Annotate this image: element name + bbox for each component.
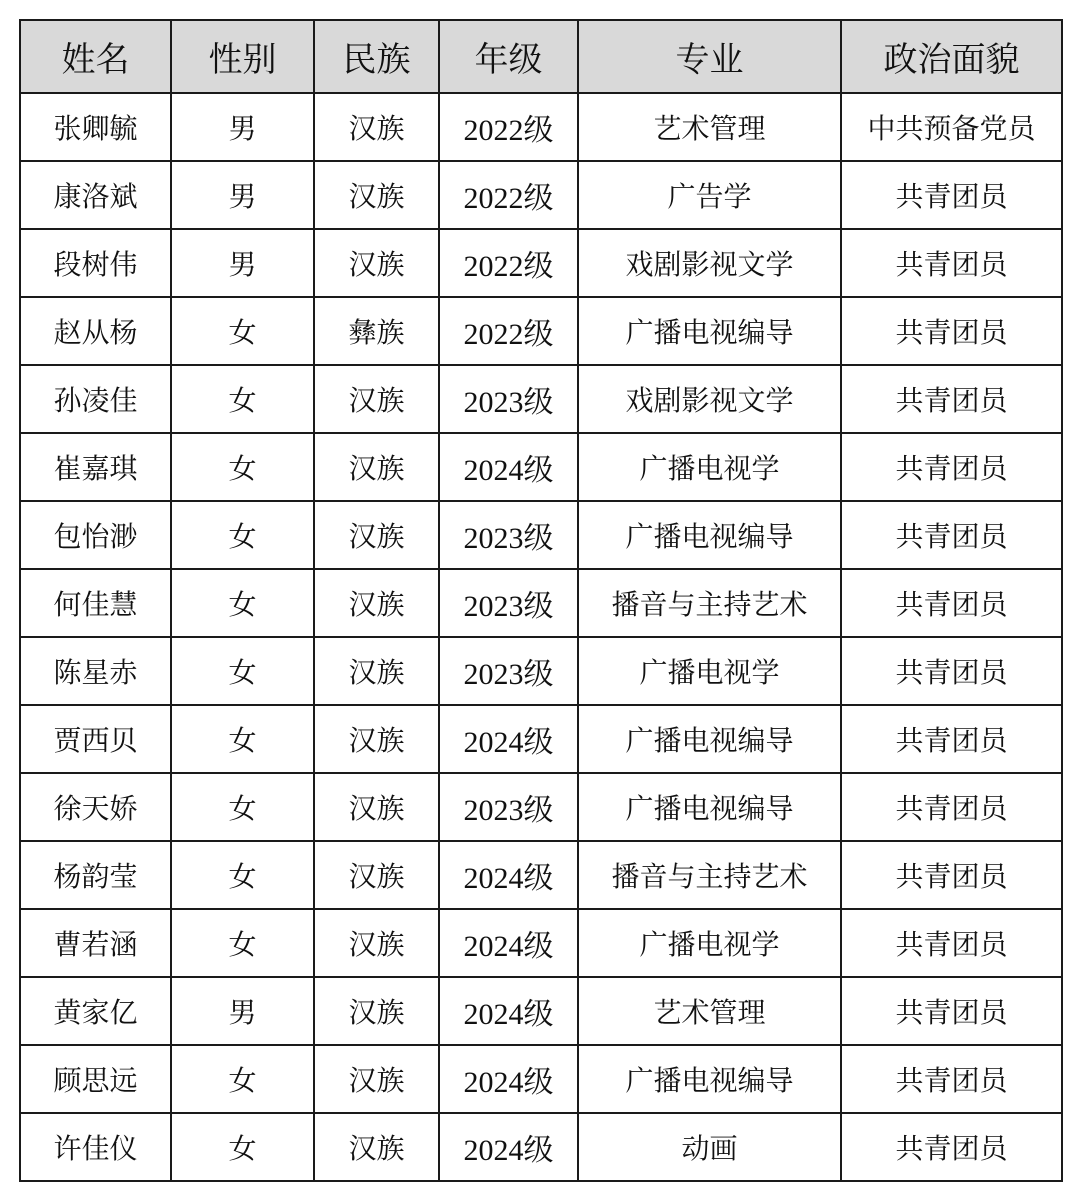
cell-gender: 女 — [171, 773, 314, 841]
cell-grade: 2024级 — [439, 705, 578, 773]
cell-political-status: 共青团员 — [841, 637, 1062, 705]
cell-gender: 男 — [171, 977, 314, 1045]
table-row — [20, 569, 1062, 637]
cell-grade: 2024级 — [439, 433, 578, 501]
cell-ethnicity: 汉族 — [314, 365, 439, 433]
cell-grade: 2022级 — [439, 297, 578, 365]
cell-political-status: 共青团员 — [841, 1045, 1062, 1113]
cell-gender: 女 — [171, 365, 314, 433]
cell-major: 广播电视学 — [578, 909, 841, 977]
cell-ethnicity: 汉族 — [314, 841, 439, 909]
cell-political-status: 共青团员 — [841, 1113, 1062, 1181]
cell-gender: 女 — [171, 909, 314, 977]
cell-major: 广播电视编导 — [578, 705, 841, 773]
cell-major: 艺术管理 — [578, 93, 841, 161]
cell-grade: 2022级 — [439, 229, 578, 297]
student-roster-table — [19, 19, 1063, 1182]
cell-political-status: 共青团员 — [841, 365, 1062, 433]
column-header-gender: 性别 — [171, 20, 314, 93]
cell-political-status: 共青团员 — [841, 909, 1062, 977]
cell-name: 何佳慧 — [20, 569, 171, 637]
cell-gender: 女 — [171, 569, 314, 637]
table-row — [20, 433, 1062, 501]
cell-name: 赵从杨 — [20, 297, 171, 365]
cell-name: 杨韵莹 — [20, 841, 171, 909]
cell-gender: 男 — [171, 229, 314, 297]
table-row — [20, 977, 1062, 1045]
cell-political-status: 中共预备党员 — [841, 93, 1062, 161]
cell-major: 动画 — [578, 1113, 841, 1181]
cell-gender: 女 — [171, 1113, 314, 1181]
cell-political-status: 共青团员 — [841, 705, 1062, 773]
cell-political-status: 共青团员 — [841, 977, 1062, 1045]
cell-major: 播音与主持艺术 — [578, 569, 841, 637]
table-row — [20, 841, 1062, 909]
cell-gender: 男 — [171, 161, 314, 229]
cell-ethnicity: 汉族 — [314, 909, 439, 977]
table-row — [20, 297, 1062, 365]
cell-name: 康洛斌 — [20, 161, 171, 229]
cell-political-status: 共青团员 — [841, 433, 1062, 501]
table-row — [20, 365, 1062, 433]
cell-political-status: 共青团员 — [841, 161, 1062, 229]
cell-name: 段树伟 — [20, 229, 171, 297]
cell-gender: 女 — [171, 297, 314, 365]
cell-gender: 女 — [171, 637, 314, 705]
table-row — [20, 773, 1062, 841]
cell-ethnicity: 汉族 — [314, 569, 439, 637]
cell-grade: 2023级 — [439, 637, 578, 705]
cell-ethnicity: 汉族 — [314, 433, 439, 501]
cell-name: 包怡渺 — [20, 501, 171, 569]
cell-major: 戏剧影视文学 — [578, 229, 841, 297]
table-row — [20, 1113, 1062, 1181]
cell-grade: 2024级 — [439, 841, 578, 909]
cell-grade: 2024级 — [439, 1113, 578, 1181]
cell-major: 广播电视编导 — [578, 297, 841, 365]
cell-political-status: 共青团员 — [841, 229, 1062, 297]
cell-political-status: 共青团员 — [841, 569, 1062, 637]
cell-political-status: 共青团员 — [841, 297, 1062, 365]
cell-name: 黄家亿 — [20, 977, 171, 1045]
cell-name: 孙凌佳 — [20, 365, 171, 433]
cell-major: 戏剧影视文学 — [578, 365, 841, 433]
cell-name: 陈星赤 — [20, 637, 171, 705]
cell-grade: 2022级 — [439, 93, 578, 161]
cell-major: 广播电视编导 — [578, 773, 841, 841]
cell-grade: 2024级 — [439, 1045, 578, 1113]
cell-political-status: 共青团员 — [841, 773, 1062, 841]
cell-ethnicity: 汉族 — [314, 1045, 439, 1113]
table-row — [20, 229, 1062, 297]
column-header-name: 姓名 — [20, 20, 171, 93]
cell-gender: 女 — [171, 705, 314, 773]
cell-major: 广播电视学 — [578, 433, 841, 501]
cell-gender: 女 — [171, 501, 314, 569]
cell-political-status: 共青团员 — [841, 501, 1062, 569]
table-row — [20, 705, 1062, 773]
cell-ethnicity: 汉族 — [314, 161, 439, 229]
cell-ethnicity: 汉族 — [314, 773, 439, 841]
cell-name: 贾西贝 — [20, 705, 171, 773]
cell-ethnicity: 汉族 — [314, 501, 439, 569]
cell-major: 广播电视编导 — [578, 1045, 841, 1113]
cell-grade: 2024级 — [439, 909, 578, 977]
cell-ethnicity: 汉族 — [314, 977, 439, 1045]
cell-name: 曹若涵 — [20, 909, 171, 977]
cell-gender: 男 — [171, 93, 314, 161]
cell-grade: 2023级 — [439, 365, 578, 433]
cell-ethnicity: 彝族 — [314, 297, 439, 365]
cell-ethnicity: 汉族 — [314, 1113, 439, 1181]
cell-ethnicity: 汉族 — [314, 705, 439, 773]
cell-gender: 女 — [171, 433, 314, 501]
cell-grade: 2024级 — [439, 977, 578, 1045]
cell-name: 许佳仪 — [20, 1113, 171, 1181]
cell-gender: 女 — [171, 1045, 314, 1113]
cell-name: 徐天娇 — [20, 773, 171, 841]
column-header-major: 专业 — [578, 20, 841, 93]
table-row — [20, 93, 1062, 161]
column-header-grade: 年级 — [439, 20, 578, 93]
cell-major: 广告学 — [578, 161, 841, 229]
table-row — [20, 501, 1062, 569]
cell-ethnicity: 汉族 — [314, 637, 439, 705]
cell-grade: 2023级 — [439, 773, 578, 841]
cell-major: 广播电视编导 — [578, 501, 841, 569]
cell-major: 艺术管理 — [578, 977, 841, 1045]
table-row — [20, 909, 1062, 977]
cell-ethnicity: 汉族 — [314, 93, 439, 161]
table-row — [20, 161, 1062, 229]
cell-major: 广播电视学 — [578, 637, 841, 705]
column-header-political-status: 政治面貌 — [841, 20, 1062, 93]
cell-grade: 2022级 — [439, 161, 578, 229]
cell-political-status: 共青团员 — [841, 841, 1062, 909]
cell-grade: 2023级 — [439, 501, 578, 569]
cell-ethnicity: 汉族 — [314, 229, 439, 297]
cell-grade: 2023级 — [439, 569, 578, 637]
cell-name: 崔嘉琪 — [20, 433, 171, 501]
table-row — [20, 1045, 1062, 1113]
cell-name: 张卿毓 — [20, 93, 171, 161]
header-row — [20, 20, 1062, 93]
cell-name: 顾思远 — [20, 1045, 171, 1113]
cell-gender: 女 — [171, 841, 314, 909]
cell-major: 播音与主持艺术 — [578, 841, 841, 909]
column-header-ethnicity: 民族 — [314, 20, 439, 93]
table-row — [20, 637, 1062, 705]
